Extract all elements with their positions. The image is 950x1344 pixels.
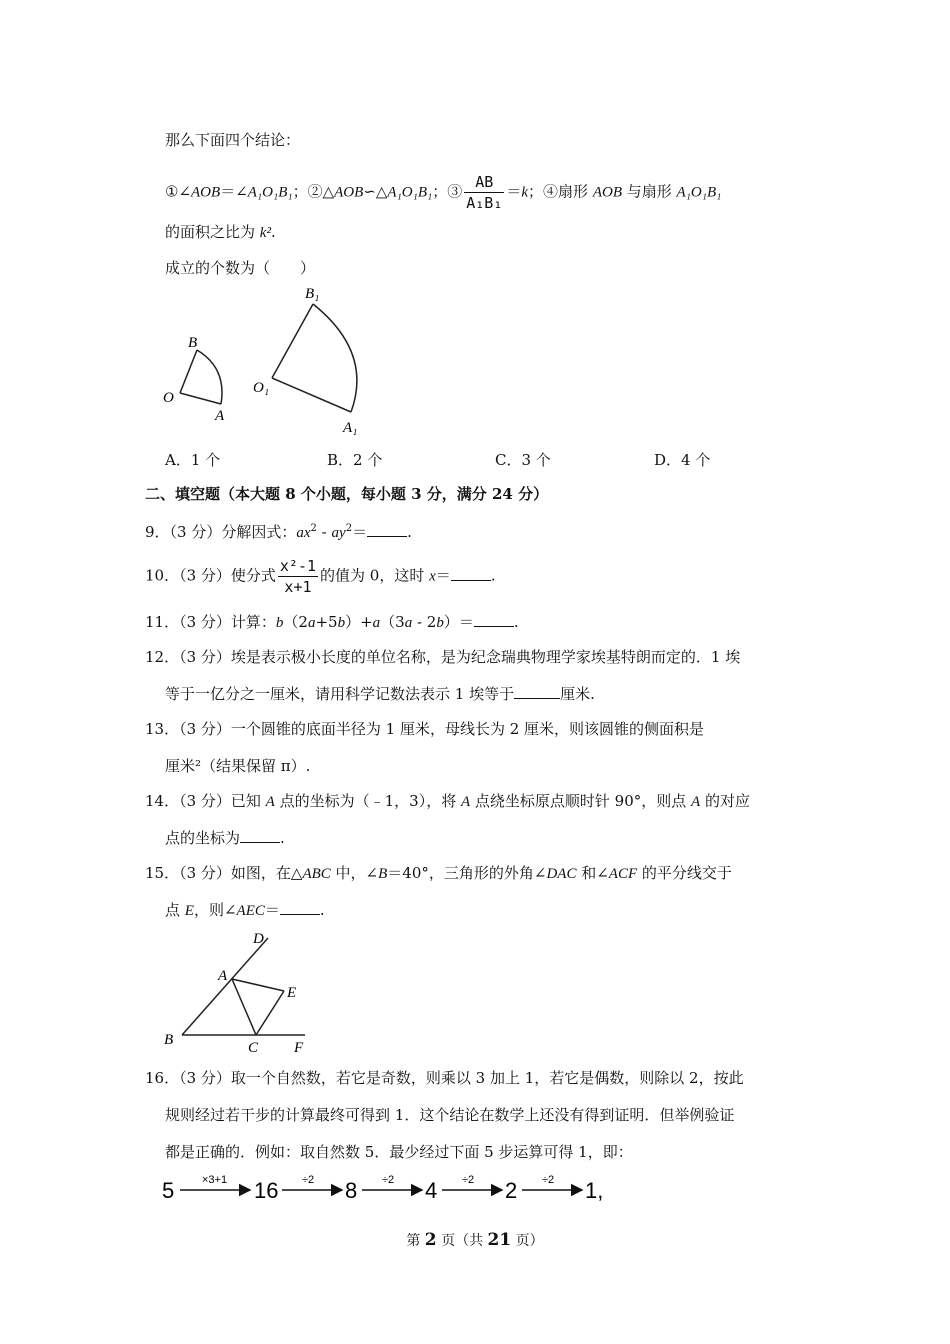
q11: 11．（3 分）计算：b（2a+5b）+a（3a - 2b）＝ . [145,613,519,631]
q9: 9．（3 分）分解因式：$ax^2 - ay^2=$ . [145,523,412,541]
triangle-figure [160,928,330,1058]
q13-line1: 13．（3 分）一个圆锥的底面半径为 1 厘米，母线长为 2 厘米，则该圆锥的侧面积是 [145,720,705,738]
q10-fraction: $\frac{\text{x²-1}}{x+1}$ [279,557,317,596]
label-C: C [248,1040,259,1056]
option-a[interactable]: A．1 个 [165,451,221,469]
chain-value-4: 2 [505,1178,518,1203]
chain-value-1: 16 [254,1178,279,1203]
q12-answer-blank[interactable] [514,684,560,699]
q8-conclusion-cont: 的面积之比为 k². [165,223,276,241]
option-d[interactable]: D．4 个 [654,451,711,469]
label-O: O [163,390,174,406]
chain-op-0: ×3+1 [202,1174,228,1186]
q14-line2: 点的坐标为 . [165,829,285,847]
chain-value-3: 4 [425,1178,438,1203]
label-O1: O₁ [253,380,270,396]
q16-line3: 都是正确的．例如：取自然数 5．最少经过下面 5 步运算可得 1，即： [165,1143,633,1161]
label-B: B [188,335,198,351]
label-F: F [294,1040,304,1056]
q8-ask: 成立的个数为（ ） [165,259,316,277]
chain-op-2: ÷2 [382,1174,395,1186]
section2-title: 二、填空题（本大题 8 个小题，每小题 3 分，满分 24 分） [145,485,549,503]
chain-value-0: 5 [162,1178,175,1203]
ratio-fraction: $\frac{AB}{\text{A₁B₁}}$ [466,173,503,212]
q11-answer-blank[interactable] [474,612,514,627]
chain-op-4: ÷2 [542,1174,555,1186]
q12-line1: 12．（3 分）埃是表示极小长度的单位名称，是为纪念瑞典物理学家埃基特朗而定的．1 埃 [145,648,741,666]
label-B1: B₁ [305,286,320,302]
q14-answer-blank[interactable] [240,828,280,843]
chain-op-3: ÷2 [462,1174,475,1186]
large-sector [253,286,357,436]
q8-conclusions-line: ①∠AOB＝∠A₁O₁B₁；②△AOB∽△A₁O₁B₁；③ $\frac{AB}{\text{A₁B₁}}$ ＝k；④扇形 AOB 与扇形 A₁O₁B₁ [165,173,722,212]
q8-intro: 那么下面四个结论： [165,131,301,149]
chain-op-1: ÷2 [302,1174,315,1186]
q13-line2: 厘米²（结果保留 π）. [165,757,311,775]
q14-line1: 14．（3 分）已知 A 点的坐标为（﹣1，3），将 A 点绕坐标原点顺时针 90°，则点 A 的对应 [145,792,750,810]
q10: 10．（3 分）使分式 $\frac{\text{x²-1}}{x+1}$ 的值为 0，这时 x＝ . [145,557,496,596]
chain-value-2: 8 [345,1178,358,1203]
q12-line2: 等于一亿分之一厘米，请用科学记数法表示 1 埃等于 厘米. [165,685,595,703]
q10-answer-blank[interactable] [451,566,491,581]
label-A: A [215,408,225,424]
page-footer: 第 2 页（共 21 页） [406,1230,544,1250]
q15-line2: 点 E，则∠AEC＝ . [165,901,325,919]
label-B: B [164,1032,174,1048]
option-b[interactable]: B．2 个 [327,451,383,469]
q15-line1: 15．（3 分）如图，在△ABC 中，∠B＝40°，三角形的外角∠DAC 和∠ACF 的平分线交于 [145,864,732,882]
chain-value-5: 1, [585,1178,604,1203]
q16-line2: 规则经过若干步的计算最终可得到 1．这个结论在数学上还没有得到证明．但举例验证 [165,1106,735,1124]
option-c[interactable]: C．3 个 [495,451,551,469]
label-E: E [287,985,297,1001]
label-D: D [253,931,264,947]
page-total: 21 [487,1230,512,1250]
sector-figures [155,280,385,440]
label-A: A [218,968,228,984]
collatz-chain [160,1170,610,1204]
small-sector [163,335,225,424]
label-A1: A₁ [343,420,358,436]
q15-answer-blank[interactable] [280,900,320,915]
page-number: 2 [424,1230,437,1250]
q9-answer-blank[interactable] [367,522,407,537]
q16-line1: 16．（3 分）取一个自然数，若它是奇数，则乘以 3 加上 1，若它是偶数，则除以 2，按此 [145,1069,744,1087]
